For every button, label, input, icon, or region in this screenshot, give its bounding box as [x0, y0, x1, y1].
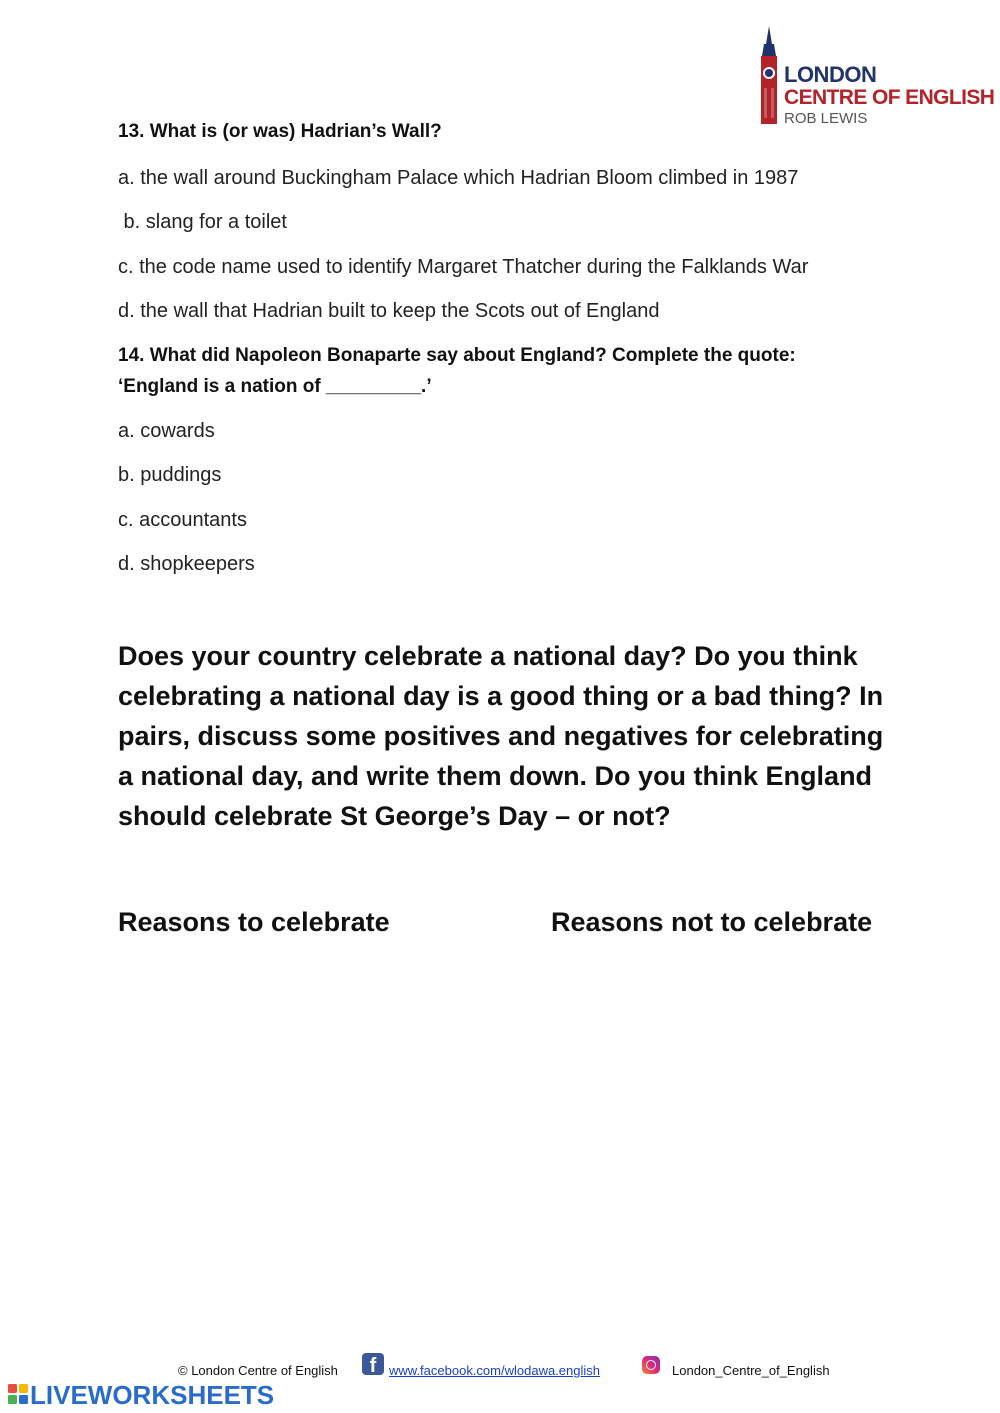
- question-14-option-c[interactable]: c. accountants: [118, 509, 247, 531]
- liveworksheets-logo-icon: [8, 1384, 28, 1404]
- question-14-option-b[interactable]: b. puddings: [118, 464, 222, 486]
- facebook-icon[interactable]: f: [362, 1353, 384, 1375]
- question-14-option-d[interactable]: d. shopkeepers: [118, 553, 255, 575]
- question-14-quote: ‘England is a nation of _________.’: [118, 376, 432, 397]
- question-14-option-a[interactable]: a. cowards: [118, 420, 215, 442]
- question-13-option-c[interactable]: c. the code name used to identify Margaret Thatcher during the Falklands War: [118, 256, 809, 278]
- liveworksheets-brand[interactable]: LIVEWORKSHEETS: [30, 1380, 275, 1410]
- question-13-option-d[interactable]: d. the wall that Hadrian built to keep the Scots out of England: [118, 300, 660, 322]
- reasons-to-celebrate-heading: Reasons to celebrate: [118, 907, 390, 937]
- question-14-title: 14. What did Napoleon Bonaparte say about England? Complete the quote:: [118, 345, 796, 366]
- question-13-option-b[interactable]: b. slang for a toilet: [118, 211, 287, 233]
- instagram-icon[interactable]: [642, 1356, 660, 1374]
- logo-text-rob-lewis: ROB LEWIS: [784, 110, 868, 127]
- discussion-prompt: Does your country celebrate a national day? Do you think celebrating a national day is a good thing or a bad thing? In pairs, discuss some positives and negatives for celebrating a national day, and write them down. Do you think England should celebrate St George’s Day – or not?: [118, 641, 884, 831]
- footer-copyright: © London Centre of English: [178, 1363, 338, 1378]
- instagram-handle: London_Centre_of_English: [672, 1363, 830, 1378]
- facebook-link[interactable]: www.facebook.com/wlodawa.english: [389, 1363, 600, 1378]
- question-13-option-a[interactable]: a. the wall around Buckingham Palace which Hadrian Bloom climbed in 1987: [118, 167, 799, 189]
- reasons-not-to-celebrate-heading: Reasons not to celebrate: [551, 907, 873, 937]
- logo-text-london: LONDON: [784, 62, 877, 87]
- logo-text-centre: CENTRE OF ENGLISH: [784, 86, 995, 109]
- question-13-title: 13. What is (or was) Hadrian’s Wall?: [118, 121, 442, 142]
- big-ben-logo-icon: [755, 26, 783, 126]
